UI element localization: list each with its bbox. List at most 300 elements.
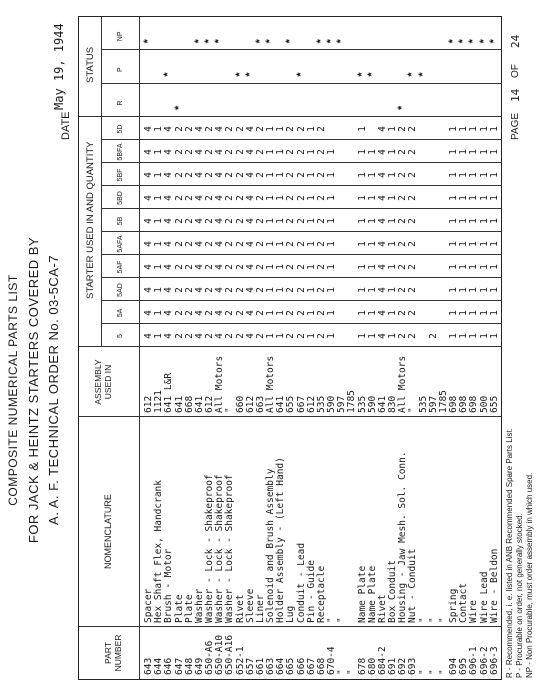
qty-cell: 2 bbox=[315, 172, 327, 178]
assembly-used-in: 612 bbox=[305, 395, 317, 413]
qty-cell: 2 bbox=[285, 172, 297, 178]
qty-cell: 1 bbox=[326, 287, 338, 293]
qty-cell: 2 bbox=[224, 241, 236, 247]
qty-cell: 2 bbox=[173, 264, 185, 270]
assembly-used-in: 830 bbox=[387, 395, 399, 413]
qty-cell: 1 bbox=[468, 264, 480, 270]
qty-cell: 4 bbox=[214, 287, 226, 293]
qty-cell: 2 bbox=[234, 218, 246, 224]
assembly-used-in: " bbox=[224, 407, 236, 413]
qty-cell: 2 bbox=[407, 126, 419, 132]
qty-cell: 2 bbox=[183, 287, 195, 293]
status-star: * bbox=[487, 39, 500, 44]
nomenclature: Rivet bbox=[234, 594, 246, 623]
col-header-part: PART NUMBER bbox=[103, 634, 123, 672]
part-number: 648 bbox=[183, 657, 195, 675]
qty-cell: 4 bbox=[244, 149, 256, 155]
qty-cell: 2 bbox=[315, 126, 327, 132]
qty-cell: 1 bbox=[366, 333, 378, 339]
qty-cell: 4 bbox=[163, 310, 175, 316]
qty-cell: 1 bbox=[488, 264, 500, 270]
qty-cell: 2 bbox=[397, 287, 409, 293]
nomenclature: " bbox=[437, 617, 449, 623]
qty-cell: 1 bbox=[468, 310, 480, 316]
assembly-used-in: 663 bbox=[254, 395, 266, 413]
qty-cell: 1 bbox=[356, 126, 368, 132]
assembly-used-in: 1785 bbox=[437, 390, 449, 413]
qty-cell: 1 bbox=[153, 218, 165, 224]
page-total: 24 bbox=[509, 34, 522, 48]
part-number: 650-A6 bbox=[204, 640, 216, 675]
qty-cell: 2 bbox=[254, 195, 266, 201]
status-col-NP: NP bbox=[117, 31, 124, 42]
qty-cell: 1 bbox=[275, 264, 287, 270]
qty-cell: 1 bbox=[275, 195, 287, 201]
qty-cell: 4 bbox=[163, 333, 175, 339]
qty-cell: 1 bbox=[305, 287, 317, 293]
status-star: * bbox=[192, 39, 205, 44]
part-number: 647 bbox=[173, 657, 185, 675]
qty-cell: 4 bbox=[143, 126, 154, 132]
part-number: 692 bbox=[397, 657, 409, 675]
nomenclature: Brush - Motor bbox=[163, 548, 175, 623]
assembly-used-in: 597 bbox=[427, 395, 439, 413]
qty-cell: 1 bbox=[488, 218, 500, 224]
starter-col-5AF: 5AF bbox=[117, 260, 124, 274]
qty-cell: 1 bbox=[387, 172, 399, 178]
qty-cell: 2 bbox=[173, 333, 185, 339]
starter-group-header: STARTER USED IN AND QUANTITY bbox=[85, 141, 96, 299]
qty-cell: 1 bbox=[356, 310, 368, 316]
qty-cell: 1 bbox=[305, 149, 317, 155]
qty-cell: 2 bbox=[254, 287, 266, 293]
page-of: OF bbox=[510, 64, 521, 78]
nomenclature: Spring bbox=[448, 588, 460, 623]
assembly-used-in: 535 bbox=[356, 395, 368, 413]
qty-cell: 1 bbox=[275, 218, 287, 224]
qty-cell: 1 bbox=[153, 287, 165, 293]
part-number: 661 bbox=[254, 657, 266, 675]
part-number: 696-1 bbox=[468, 646, 480, 675]
part-number: 644 bbox=[153, 657, 165, 675]
assembly-used-in: 612 bbox=[143, 395, 154, 413]
status-star: * bbox=[253, 39, 266, 44]
qty-cell: 4 bbox=[376, 149, 388, 155]
qty-cell: 4 bbox=[376, 195, 388, 201]
qty-cell: 2 bbox=[407, 172, 419, 178]
status-star: * bbox=[203, 39, 216, 44]
qty-cell: 4 bbox=[376, 333, 388, 339]
qty-cell: 2 bbox=[295, 310, 307, 316]
qty-cell: 1 bbox=[366, 310, 378, 316]
qty-cell: 2 bbox=[397, 310, 409, 316]
qty-cell: 4 bbox=[244, 218, 256, 224]
nomenclature: " bbox=[326, 617, 338, 623]
qty-cell: 4 bbox=[244, 172, 256, 178]
qty-cell: 1 bbox=[458, 218, 470, 224]
qty-cell: 4 bbox=[244, 126, 256, 132]
qty-cell: 1 bbox=[326, 241, 338, 247]
title-line-3: A. A. F. TECHNICAL ORDER No. 03-5CA-7 bbox=[46, 255, 61, 525]
qty-cell: 1 bbox=[153, 264, 165, 270]
qty-cell: 2 bbox=[295, 241, 307, 247]
qty-cell: 4 bbox=[193, 333, 205, 339]
nomenclature: Plate bbox=[173, 594, 185, 623]
nomenclature: Washer bbox=[193, 588, 205, 623]
qty-cell: 2 bbox=[407, 333, 419, 339]
qty-cell: 2 bbox=[285, 149, 297, 155]
qty-cell: 1 bbox=[305, 126, 317, 132]
qty-cell: 1 bbox=[305, 218, 317, 224]
qty-cell: 2 bbox=[204, 287, 216, 293]
qty-cell: 2 bbox=[224, 287, 236, 293]
qty-cell: 1 bbox=[265, 264, 277, 270]
qty-cell: 1 bbox=[356, 195, 368, 201]
nomenclature: Lug bbox=[285, 605, 297, 623]
qty-cell: 2 bbox=[315, 149, 327, 155]
part-number: 649 bbox=[193, 657, 205, 675]
qty-cell: 4 bbox=[214, 195, 226, 201]
qty-cell: 1 bbox=[448, 149, 460, 155]
qty-cell: 2 bbox=[397, 218, 409, 224]
qty-cell: 1 bbox=[468, 241, 480, 247]
part-number: 678 bbox=[356, 657, 368, 675]
status-star: * bbox=[162, 72, 175, 77]
qty-cell: 1 bbox=[356, 333, 368, 339]
qty-cell: 1 bbox=[448, 241, 460, 247]
qty-cell: 1 bbox=[478, 333, 490, 339]
qty-cell: 2 bbox=[407, 149, 419, 155]
qty-cell: 2 bbox=[173, 195, 185, 201]
qty-cell: 1 bbox=[478, 149, 490, 155]
qty-cell: 4 bbox=[244, 241, 256, 247]
qty-cell: 1 bbox=[387, 333, 399, 339]
qty-cell: 1 bbox=[366, 218, 378, 224]
assembly-used-in: 500 bbox=[478, 395, 490, 413]
qty-cell: 4 bbox=[143, 287, 154, 293]
status-star: * bbox=[314, 39, 327, 44]
qty-cell: 1 bbox=[387, 195, 399, 201]
qty-cell: 1 bbox=[265, 149, 277, 155]
part-number: " bbox=[437, 669, 449, 675]
qty-cell: 1 bbox=[458, 149, 470, 155]
qty-cell: 4 bbox=[143, 264, 154, 270]
qty-cell: 4 bbox=[163, 218, 175, 224]
qty-cell: 1 bbox=[326, 149, 338, 155]
qty-cell: 2 bbox=[397, 195, 409, 201]
qty-cell: 2 bbox=[224, 218, 236, 224]
qty-cell: 2 bbox=[173, 310, 185, 316]
qty-cell: 2 bbox=[183, 195, 195, 201]
qty-cell: 1 bbox=[387, 218, 399, 224]
qty-cell: 1 bbox=[265, 126, 277, 132]
nomenclature: Washer - Lock - Shakeproof bbox=[204, 474, 216, 623]
qty-cell: 2 bbox=[407, 195, 419, 201]
qty-cell: 4 bbox=[193, 218, 205, 224]
qty-cell: 2 bbox=[224, 126, 236, 132]
qty-cell: 2 bbox=[397, 149, 409, 155]
assembly-used-in: 660 bbox=[234, 395, 246, 413]
qty-cell: 1 bbox=[448, 172, 460, 178]
qty-cell: 1 bbox=[478, 287, 490, 293]
starter-col-5AD: 5AD bbox=[117, 283, 124, 297]
qty-cell: 1 bbox=[488, 149, 500, 155]
qty-cell: 1 bbox=[356, 172, 368, 178]
starter-col-5: 5 bbox=[117, 334, 124, 338]
part-number: 684-2 bbox=[376, 646, 388, 675]
qty-cell: 1 bbox=[488, 172, 500, 178]
qty-cell: 1 bbox=[448, 264, 460, 270]
qty-cell: 4 bbox=[214, 172, 226, 178]
qty-cell: 4 bbox=[376, 287, 388, 293]
qty-cell: 2 bbox=[285, 218, 297, 224]
qty-cell: 4 bbox=[214, 218, 226, 224]
qty-cell: 2 bbox=[407, 241, 419, 247]
part-number: " bbox=[417, 669, 429, 675]
status-star: * bbox=[243, 72, 256, 77]
part-number: 643 bbox=[143, 657, 154, 675]
qty-cell: 4 bbox=[193, 149, 205, 155]
qty-cell: 1 bbox=[387, 149, 399, 155]
qty-cell: 1 bbox=[356, 241, 368, 247]
qty-cell: 2 bbox=[173, 241, 185, 247]
status-star: * bbox=[457, 39, 470, 44]
qty-cell: 1 bbox=[478, 264, 490, 270]
qty-cell: 1 bbox=[488, 195, 500, 201]
qty-cell: 1 bbox=[468, 287, 480, 293]
qty-cell: 2 bbox=[295, 195, 307, 201]
qty-cell: 4 bbox=[244, 287, 256, 293]
status-col-P: P bbox=[117, 67, 124, 73]
qty-cell: 4 bbox=[193, 264, 205, 270]
qty-cell: 2 bbox=[295, 333, 307, 339]
qty-cell: 2 bbox=[204, 218, 216, 224]
assembly-used-in: 535 bbox=[417, 395, 429, 413]
qty-cell: 1 bbox=[356, 287, 368, 293]
part-number: 668 bbox=[315, 657, 327, 675]
status-star: * bbox=[355, 72, 368, 77]
qty-cell: 1 bbox=[458, 264, 470, 270]
assembly-used-in: 667 bbox=[295, 395, 307, 413]
nomenclature: Spacer bbox=[143, 588, 154, 623]
status-star: * bbox=[142, 39, 154, 44]
qty-cell: 2 bbox=[234, 126, 246, 132]
qty-cell: 1 bbox=[458, 310, 470, 316]
starter-col-5B: 5B bbox=[117, 216, 124, 226]
qty-cell: 1 bbox=[265, 172, 277, 178]
qty-cell: 1 bbox=[387, 310, 399, 316]
qty-cell: 4 bbox=[214, 241, 226, 247]
assembly-used-in: 698 bbox=[458, 395, 470, 413]
starter-col-5D: 5D bbox=[117, 124, 124, 134]
part-number: 652-1 bbox=[234, 646, 246, 675]
qty-cell: 1 bbox=[478, 195, 490, 201]
status-col-R: R bbox=[117, 100, 124, 106]
qty-cell: 4 bbox=[244, 310, 256, 316]
qty-cell: 4 bbox=[214, 333, 226, 339]
part-number: " bbox=[346, 669, 358, 675]
footnote-r: R - Recommended, i. e. listed in ANB Recommended Spare Parts List. bbox=[505, 428, 514, 678]
qty-cell: 2 bbox=[397, 126, 409, 132]
qty-cell: 2 bbox=[315, 333, 327, 339]
qty-cell: 4 bbox=[214, 126, 226, 132]
qty-cell: 4 bbox=[163, 264, 175, 270]
qty-cell: 1 bbox=[488, 333, 500, 339]
qty-cell: 1 bbox=[366, 172, 378, 178]
part-number: 667 bbox=[305, 657, 317, 675]
qty-cell: 2 bbox=[315, 195, 327, 201]
nomenclature: Washer - Lock - Shakeproof bbox=[214, 474, 226, 623]
qty-cell: 2 bbox=[285, 287, 297, 293]
qty-cell: 1 bbox=[305, 195, 317, 201]
status-star: * bbox=[284, 39, 297, 44]
qty-cell: 2 bbox=[407, 218, 419, 224]
qty-cell: 1 bbox=[326, 310, 338, 316]
nomenclature: " bbox=[427, 617, 439, 623]
qty-cell: 1 bbox=[265, 333, 277, 339]
assembly-used-in: 641 bbox=[376, 395, 388, 413]
qty-cell: 4 bbox=[163, 149, 175, 155]
qty-cell: 1 bbox=[153, 195, 165, 201]
qty-cell: 2 bbox=[183, 126, 195, 132]
qty-cell: 2 bbox=[173, 218, 185, 224]
nomenclature: Conduit - Lead bbox=[295, 542, 307, 623]
status-star: * bbox=[325, 39, 338, 44]
assembly-used-in: 655 bbox=[488, 395, 500, 413]
qty-cell: 1 bbox=[326, 172, 338, 178]
nomenclature: Liner bbox=[254, 594, 266, 623]
qty-cell: 4 bbox=[376, 126, 388, 132]
status-star: * bbox=[264, 39, 277, 44]
qty-cell: 1 bbox=[468, 126, 480, 132]
assembly-used-in: 612 bbox=[244, 395, 256, 413]
qty-cell: 2 bbox=[295, 172, 307, 178]
qty-cell: 1 bbox=[468, 333, 480, 339]
part-number: 696-3 bbox=[488, 646, 500, 675]
qty-cell: 2 bbox=[183, 172, 195, 178]
assembly-used-in: 590 bbox=[366, 395, 378, 413]
qty-cell: 1 bbox=[275, 333, 287, 339]
nomenclature: Nut - Conduit bbox=[407, 548, 419, 623]
qty-cell: 2 bbox=[254, 149, 266, 155]
qty-cell: 2 bbox=[183, 310, 195, 316]
part-number: 691 bbox=[387, 657, 399, 675]
qty-cell: 2 bbox=[173, 172, 185, 178]
qty-cell: 1 bbox=[468, 172, 480, 178]
assembly-used-in: " bbox=[407, 407, 419, 413]
assembly-used-in: 641 bbox=[275, 395, 287, 413]
assembly-used-in: All Motors bbox=[214, 355, 226, 413]
part-number: 664 bbox=[275, 657, 287, 675]
qty-cell: 4 bbox=[376, 241, 388, 247]
part-number: " bbox=[336, 669, 348, 675]
part-number: 666 bbox=[295, 657, 307, 675]
part-number: " bbox=[427, 669, 439, 675]
qty-cell: 1 bbox=[458, 287, 470, 293]
qty-cell: 2 bbox=[407, 310, 419, 316]
qty-cell: 2 bbox=[295, 218, 307, 224]
qty-cell: 2 bbox=[234, 241, 246, 247]
qty-cell: 4 bbox=[214, 310, 226, 316]
qty-cell: 1 bbox=[305, 264, 317, 270]
status-star: * bbox=[416, 72, 429, 77]
status-star: * bbox=[467, 39, 480, 44]
qty-cell: 1 bbox=[488, 287, 500, 293]
starter-col-5BF: 5BF bbox=[117, 168, 124, 182]
qty-cell: 2 bbox=[224, 333, 236, 339]
footnote-p: P - Procurable on order, not generally stocked. bbox=[515, 513, 524, 678]
qty-cell: 2 bbox=[234, 195, 246, 201]
qty-cell: 1 bbox=[468, 149, 480, 155]
qty-cell: 2 bbox=[427, 333, 439, 339]
qty-cell: 2 bbox=[234, 310, 246, 316]
nomenclature: Wire - Beldon bbox=[488, 548, 500, 623]
part-number: 680 bbox=[366, 657, 378, 675]
qty-cell: 1 bbox=[458, 333, 470, 339]
qty-cell: 2 bbox=[285, 333, 297, 339]
qty-cell: 2 bbox=[397, 172, 409, 178]
qty-cell: 2 bbox=[285, 126, 297, 132]
qty-cell: 2 bbox=[295, 149, 307, 155]
qty-cell: 1 bbox=[468, 218, 480, 224]
nomenclature: Contact bbox=[458, 582, 470, 623]
qty-cell: 2 bbox=[285, 264, 297, 270]
qty-cell: 2 bbox=[295, 287, 307, 293]
qty-cell: 2 bbox=[254, 218, 266, 224]
starter-col-5AFA: 5AFA bbox=[117, 235, 124, 253]
qty-cell: 1 bbox=[265, 287, 277, 293]
qty-cell: 1 bbox=[448, 310, 460, 316]
qty-cell: 1 bbox=[458, 195, 470, 201]
qty-cell: 2 bbox=[204, 126, 216, 132]
qty-cell: 1 bbox=[275, 172, 287, 178]
qty-cell: 1 bbox=[448, 333, 460, 339]
qty-cell: 2 bbox=[204, 264, 216, 270]
status-star: * bbox=[213, 39, 226, 44]
qty-cell: 4 bbox=[163, 241, 175, 247]
qty-cell: 1 bbox=[153, 149, 165, 155]
qty-cell: 1 bbox=[153, 333, 165, 339]
nomenclature: Rivet bbox=[376, 594, 388, 623]
starter-col-5A: 5A bbox=[117, 308, 124, 318]
status-star: * bbox=[233, 72, 246, 77]
assembly-used-in: 597 bbox=[336, 395, 348, 413]
qty-cell: 2 bbox=[183, 241, 195, 247]
qty-cell: 1 bbox=[305, 310, 317, 316]
nomenclature: Housing - Jaw Mesh. Sol. Conn. bbox=[397, 451, 409, 623]
qty-cell: 1 bbox=[387, 126, 399, 132]
col-header-assembly: ASSEMBLY USED IN bbox=[93, 359, 113, 405]
qty-cell: 1 bbox=[326, 264, 338, 270]
qty-cell: 4 bbox=[244, 264, 256, 270]
qty-cell: 2 bbox=[234, 333, 246, 339]
qty-cell: 1 bbox=[326, 195, 338, 201]
nomenclature: Washer - Lock - Shakeproof bbox=[224, 474, 236, 623]
qty-cell: 2 bbox=[315, 264, 327, 270]
assembly-used-in: All Motors bbox=[397, 355, 409, 413]
qty-cell: 4 bbox=[214, 149, 226, 155]
qty-cell: 1 bbox=[478, 172, 490, 178]
qty-cell: 1 bbox=[458, 172, 470, 178]
nomenclature: " bbox=[417, 617, 429, 623]
qty-cell: 2 bbox=[204, 241, 216, 247]
part-number: 657 bbox=[244, 657, 256, 675]
qty-cell: 2 bbox=[254, 333, 266, 339]
qty-cell: 4 bbox=[163, 287, 175, 293]
qty-cell: 4 bbox=[376, 310, 388, 316]
qty-cell: 2 bbox=[224, 195, 236, 201]
status-star: * bbox=[335, 39, 348, 44]
